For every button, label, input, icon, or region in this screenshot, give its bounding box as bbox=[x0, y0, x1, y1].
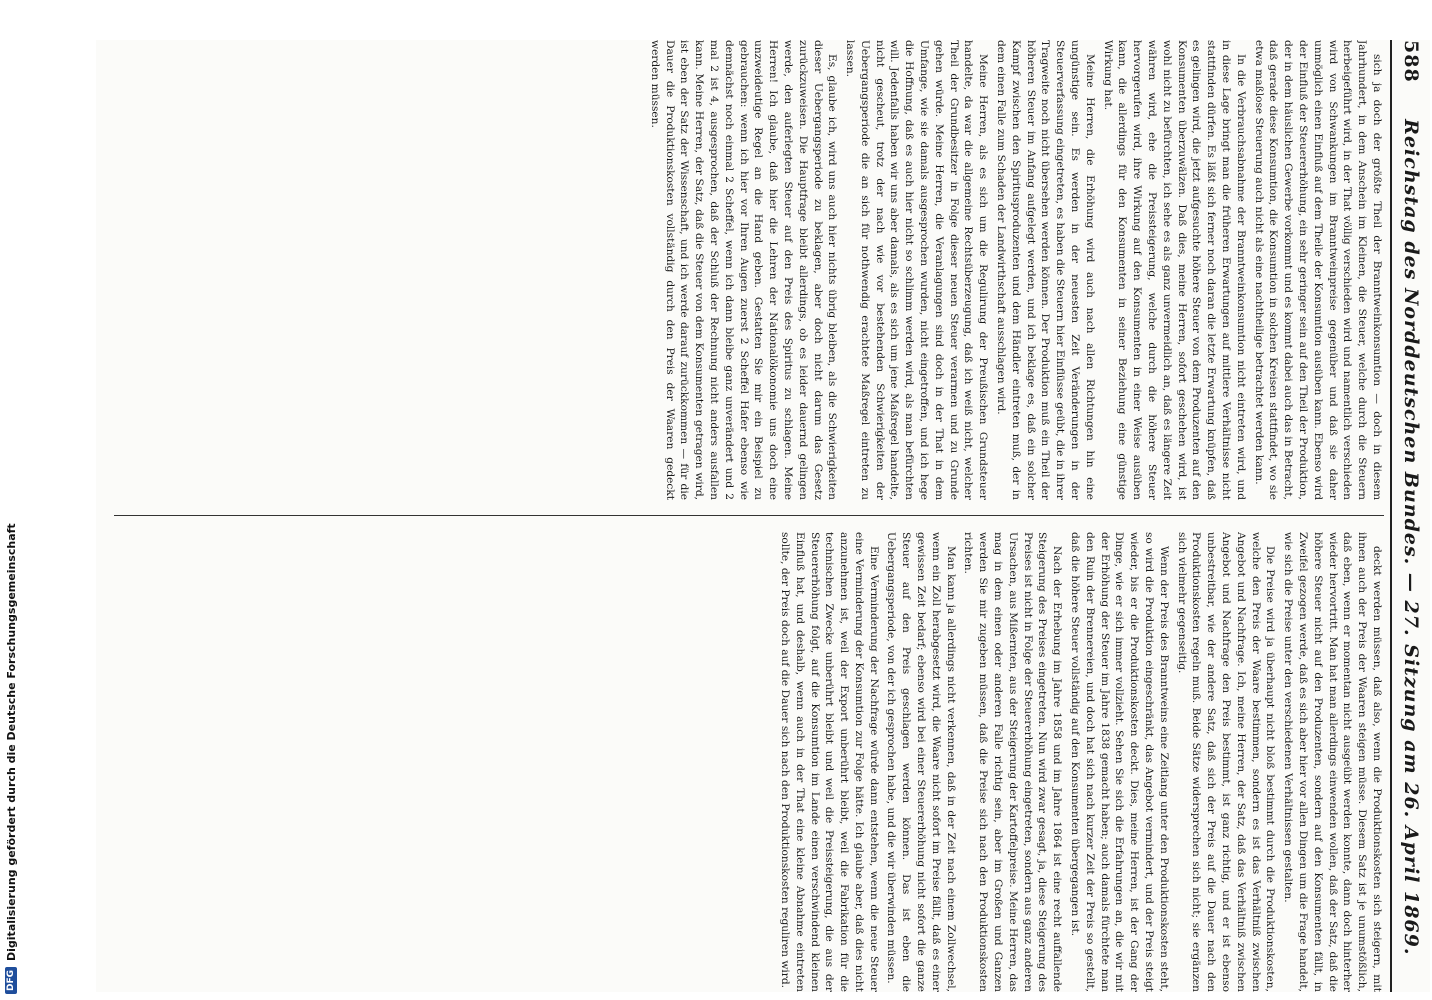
paragraph: Man kann ja allerdings nicht verkennen, daß in der Zeit nach einem Zollwechsel, wenn ein Zoll herabgesetzt wird, die Waare nicht sofort im Preise fällt, daß es einer gewissen Zeit bedarf; ebenso wird bei einer Steuererhöhung nicht sofort die ganze Steuer auf den Preis geschlagen werden können. Das ist eben die Uebergangsperiode, von der ich gesprochen habe, und die wir überwinden müssen. bbox=[885, 532, 957, 992]
column-divider bbox=[114, 515, 1384, 516]
credit-text: Digitalisierung gefördert durch die Deutsche Forschungsgemeinschaft bbox=[4, 523, 18, 961]
page-content bbox=[96, 40, 1430, 992]
paragraph: Meine Herren, die Erhöhung wird auch nach allen Richtungen hin eine ungünstige sein. Es werden in der neuesten Zeit Veränderungen in der Steuerverfassung eingetreten, es haben die Steuern hier Einflüsse geübt, die in ihrer Tragweite noch nicht übersehen werden können. Der Produktion muß ein Theil der höheren Steuer im Anfang aufgelegt werden, und ich beklage es, daß ein solcher Kampf zwischen den Spiritusproduzenten und dem Händler eintreten muß, der in dem einen Falle zum Schaden der Landwirthschaft ausschlagen wird. bbox=[995, 40, 1096, 500]
dfg-logo: DFG bbox=[5, 967, 17, 994]
scanned-page bbox=[96, 40, 1430, 992]
paragraph: Eine Verminderung der Nachfrage würde dann entstehen, wenn die neue Steuer eine Verminderung der Konsumtion zur Folge hätte. Ich glaube aber, daß dies nicht anzunehmen ist, weil der Export unberührt bleibt, weil die Fabrikation für die technischen Zwecke unberührt bleibt und weil die Preissteigerung, die aus der Steuererhöhung folgt, auf die Konsumtion im Lande einen verschwindend kleinen Einfluß hat, und deshalb, wenn auch in der That eine kleine Abnahme eintreten sollte, der Preis doch auf die Dauer sich nach den Produktionskosten reguliren wird. bbox=[778, 532, 880, 992]
page-number: 588 bbox=[1400, 40, 1422, 83]
running-header bbox=[1396, 40, 1426, 992]
header-rule bbox=[1390, 40, 1392, 992]
paragraph: Wenn der Preis des Branntweins eine Zeitlang unter den Produktionskosten steht, so wird die Produktion eingeschränkt, das Angebot vermindert, und der Preis steigt wieder, bis er die Produktionskosten deckt. Dies, meine Herren, ist der Gang der Dinge, wie er sich immer vollzieht. Sehen Sie sich die Erfahrungen an, die wir mit der Erhöhung der Steuer im Jahre 1838 gemacht haben; auch damals fürchtete man den Ruin der Brennereien, und doch hat sich nach kurzer Zeit der Preis so gestellt, daß die höhere Steuer vollständig auf den Konsumenten übergegangen ist. bbox=[1069, 532, 1170, 992]
text-column-left bbox=[114, 40, 1384, 500]
paragraph: Die Preise wird ja überhaupt nicht bloß bestimmt durch die Produktionskosten, welche den Preis der Waare bestimmen, sondern es ist das Verhältniß zwischen Angebot und Nachfrage. Ich, meine Herren, der Satz, daß das Verhältniß zwischen Angebot und Nachfrage den Preis bestimmt, ist ganz richtig, und er ist ebenso unbestreitbar, wie der andere Satz, daß sich der Preis auf die Dauer nach den Produktionskosten regeln muß. Beide Sätze widersprechen sich nicht; sie ergänzen sich vielmehr gegenseitig. bbox=[1175, 532, 1277, 992]
paragraph: Es, glaube ich, wird uns auch hier nichts übrig bleiben, als die Schwierigkeiten dieser Uebergangsperiode zu beklagen, aber doch nicht darum das Gesetz zurückzuweisen. Die Hauptfrage bleibt allerdings, ob es leider dauernd gelingen werde, den auferlegten Steuer auf den Preis des Spiritus zu schlagen. Meine Herren! Ich glaube, daß hier die Lehren der Nationalökonomie uns doch eine unzweideutige Regel an die Hand geben. Gestatten Sie mir ein Beispiel zu gebrauchen: wenn ich hier vor Ihren Augen zuerst 2 Scheffel Hafer ebenso wie demnächst noch einmal 2 Scheffel, wenn ich dann bleibe ganz unverändert und 2 mal 2 ist 4, ausgesprochen, daß der Schluß der Rechnung nicht anders ausfallen kann. Meine Herren, der Satz, daß die Steuer von dem Konsumenten getragen wird, ist eben der Satz der Wissenschaft, und ich werde darauf zurückkommen — für die Dauer die Produktionskosten vollständig durch den Preis der Waaren gedeckt werden müssen. bbox=[648, 40, 839, 500]
paragraph: deckt werden müssen, daß also, wenn die Produktionskosten sich steigern, mit ihnen auch der Preis der Waaren steigen müsse. Diesem Satz ist je unumstößlich, daß eben, wenn er momentan nicht ausgeübt werden konnte, dann doch hinterher wieder hervortritt. Man hat man allerdings einwenden wollen, daß der Satz, daß die höhere Steuer nicht auf den Produzenten, sondern auf den Konsumenten fällt, in Zweifel gezogen werde, daß es sich aber hier vor allen Dingen um die Frage handelt, wie sich die Preise unter den verschiedenen Verhältnissen gestalten. bbox=[1282, 532, 1383, 992]
paragraph: sich ja doch der größte Theil der Branntweinkonsumtion — doch in diesem Jahrhundert, in dem Anschein im Kleinen, die Steuer, welche durch die Steuern herbeigeführt wird, in der That völlig verschieden wird und namentlich verschieden wird von Schwankungen im Branntweinpreise gegenüber und daß sie daher unmöglich einen Einfluß auf dem Theile der Konsumtion ausüben kann. Ebenso wird der Einfluß der Steuererhöhung, ein sehr geringer sein auf den Theil der Produktion, der in dem häuslichen Gewerbe vorkommt und es kommt dabei auch das in Betracht, daß gerade diese Konsumtion, die Konsumtion in solchen Kreisen stattfindet, wo sie etwa maßlose Steuerung auch nicht als eine nachtheilige betrachtet werden kann. bbox=[1252, 40, 1383, 500]
page-title: Reichstag des Norddeutschen Bundes. — 27. Sitzung am 26. April 1869. bbox=[1400, 119, 1422, 956]
text-column-right bbox=[114, 532, 1384, 992]
paragraph: In die Verbrauchsabnahme der Branntweinkonsumtion nicht eintreten wird, und in diese Lage bringt man die früheren Erwartungen auf mittlere Verhältnisse nicht stattfinden dürfen. Es läßt sich ferner noch daran die letzte Erwartung knüpfen, daß es gelingen wird, die jetzt aufgesuchte höhere Steuer von dem Produzenten auf den Konsumenten überzuwälzen. Daß dies, meine Herren, sofort geschehen wird, ist wohl nicht zu befürchten, ich sehe es als ganz unvermeidlich an, daß es längere Zeit währen wird, ehe die Preissteigerung, welche durch die höhere Steuer hervorgerufen wird, ihre Wirkung auf den Konsumenten in einer Weise ausüben kann, die allerdings für den Konsumenten in seiner Beziehung eine günstige Wirkung hat. bbox=[1101, 40, 1247, 500]
paragraph: Meine Herren, als es sich um die Regulirung der Preußischen Grundsteuer handelte, da war die allgemeine Rechtsüberzeugung, daß ich weiß nicht, welcher Theil der Grundbesitzer in Folge dieser neuen Steuer verarmen und zu Grunde gehen würde. Meine Herren, die Veranlagungen sind doch in der That in dem Umfange, wie sie damals ausgesprochen wurden, nicht eingetroffen, und ich hege die Hoffnung, daß es auch hier nicht so schlimm werden wird, als man befürchten will. Jedenfalls haben wir uns aber damals, als es sich um jene Maßregel handelte, nicht gescheut, trotz der nach wie vor bestehenden Schwierigkeiten der Uebergangsperiode die an sich für nothwendig erachtete Maßregel eintreten zu lassen. bbox=[844, 40, 990, 500]
digitization-credit bbox=[0, 0, 22, 1000]
paragraph: Nach der Erhebung im Jahre 1858 und im Jahre 1864 ist eine recht auffallende Steigerung des Preises eingetreten. Nun wird zwar gesagt, ja, diese Steigerung des Preises ist nicht in Folge der Steuererhöhung eingetreten, sondern aus ganz anderen Ursachen, aus Mißernten, aus der Steigerung der Kartoffelpreise. Meine Herren, das mag in dem einen oder anderen Falle richtig sein, aber im Großen und Ganzen werden Sie mir zugeben müssen, daß die Preise sich nach den Produktionskosten richten. bbox=[962, 532, 1064, 992]
